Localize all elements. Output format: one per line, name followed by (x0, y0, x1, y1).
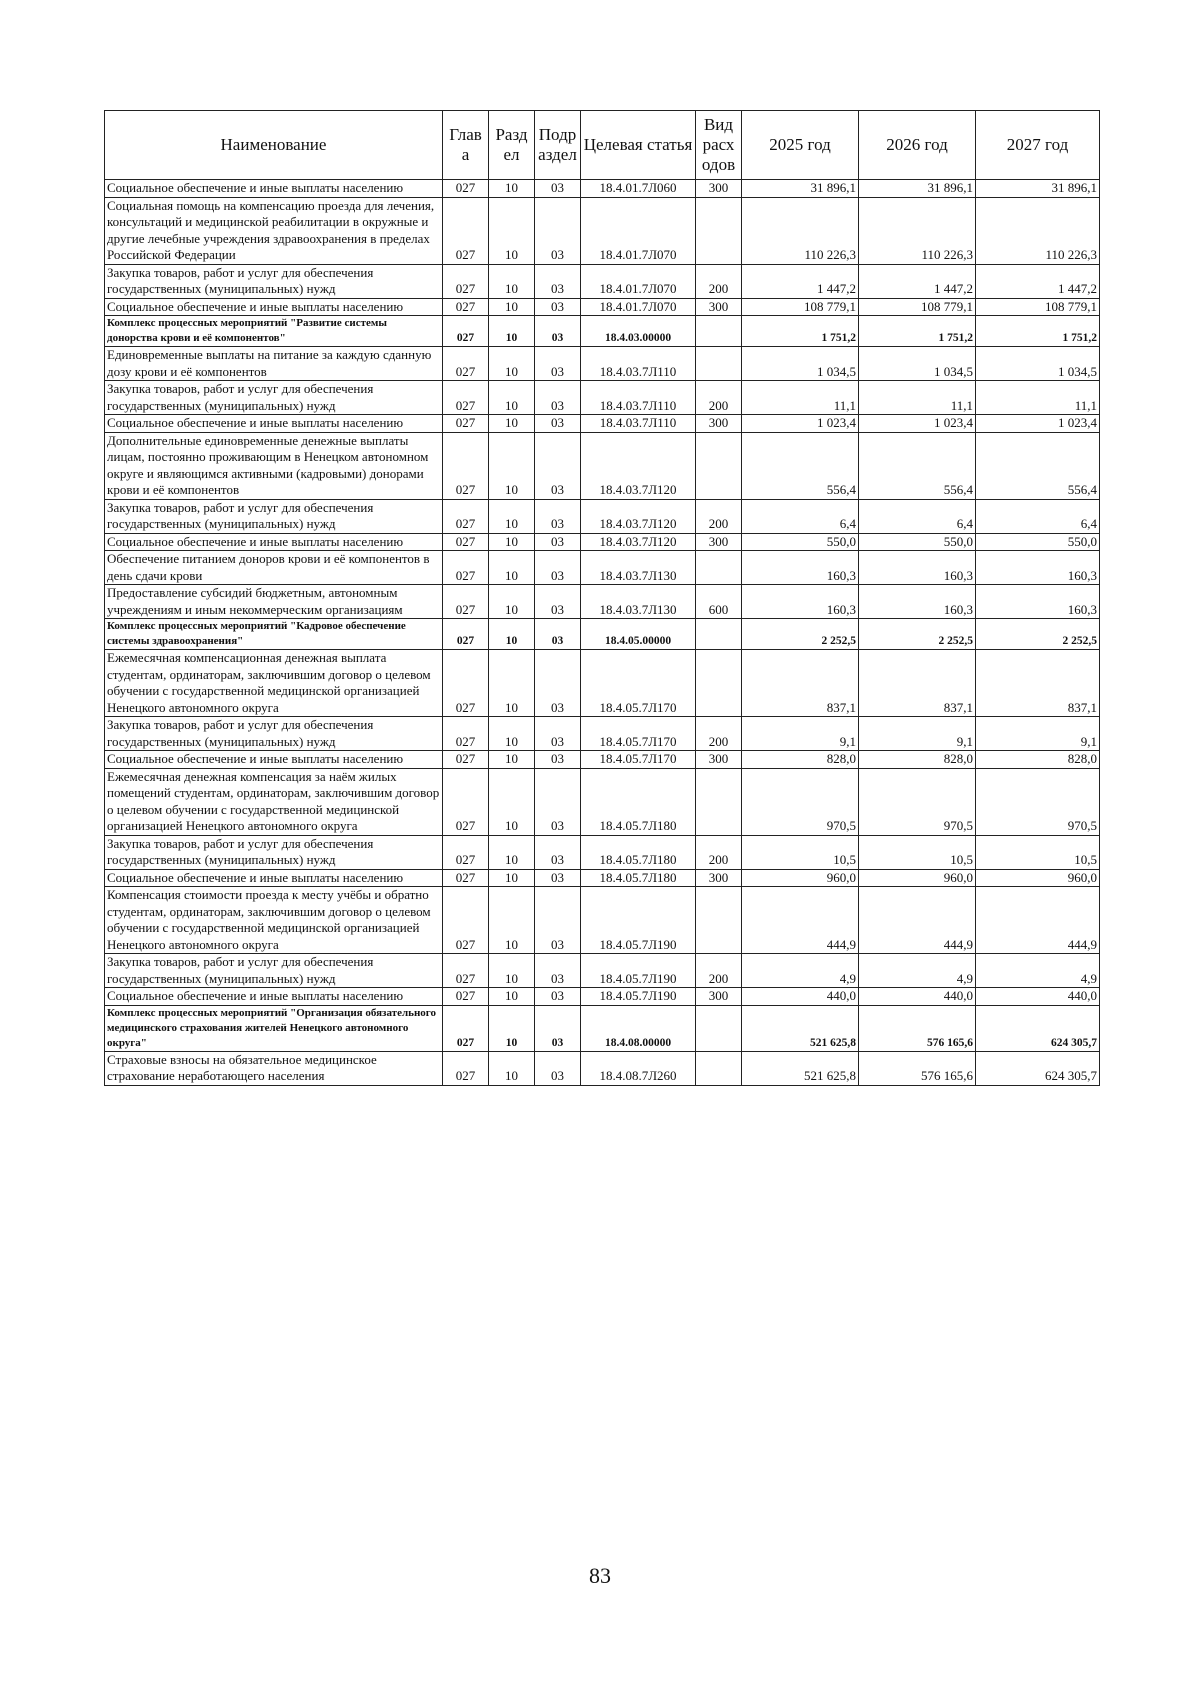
cell-amount-2027: 444,9 (976, 887, 1100, 954)
cell-amount-2025: 550,0 (742, 533, 859, 551)
cell-amount-2027: 1 751,2 (976, 316, 1100, 347)
cell-target-article: 18.4.05.7Л180 (581, 869, 696, 887)
cell-target-article: 18.4.05.00000 (581, 619, 696, 650)
table-row (105, 887, 1100, 954)
cell-chapter: 027 (443, 954, 489, 988)
cell-target-article: 18.4.05.7Л180 (581, 768, 696, 835)
cell-name: Социальное обеспечение и иные выплаты населению (105, 869, 443, 887)
cell-amount-2026: 108 779,1 (859, 298, 976, 316)
cell-expense-type: 300 (696, 533, 742, 551)
cell-amount-2025: 1 034,5 (742, 347, 859, 381)
cell-section: 10 (489, 264, 535, 298)
cell-name: Социальное обеспечение и иные выплаты населению (105, 533, 443, 551)
cell-name: Закупка товаров, работ и услуг для обеспечения государственных (муниципальных) нужд (105, 381, 443, 415)
cell-subsection: 03 (535, 954, 581, 988)
header-name: Наименование (105, 111, 443, 180)
cell-amount-2027: 440,0 (976, 988, 1100, 1006)
cell-target-article: 18.4.03.7Л110 (581, 415, 696, 433)
cell-amount-2026: 970,5 (859, 768, 976, 835)
cell-amount-2027: 2 252,5 (976, 619, 1100, 650)
cell-expense-type: 200 (696, 835, 742, 869)
cell-chapter: 027 (443, 751, 489, 769)
cell-section: 10 (489, 619, 535, 650)
cell-amount-2026: 576 165,6 (859, 1051, 976, 1085)
cell-expense-type: 300 (696, 415, 742, 433)
cell-amount-2027: 10,5 (976, 835, 1100, 869)
cell-subsection: 03 (535, 768, 581, 835)
cell-target-article: 18.4.08.7Л260 (581, 1051, 696, 1085)
cell-name: Закупка товаров, работ и услуг для обеспечения государственных (муниципальных) нужд (105, 717, 443, 751)
cell-amount-2026: 1 023,4 (859, 415, 976, 433)
cell-target-article: 18.4.03.00000 (581, 316, 696, 347)
cell-name: Социальное обеспечение и иные выплаты населению (105, 751, 443, 769)
cell-chapter: 027 (443, 499, 489, 533)
cell-name: Ежемесячная компенсационная денежная выплата студентам, ординаторам, заключившим договор о целевом обучении с государственной медицинской организацией Ненецкого автономного округа (105, 650, 443, 717)
cell-subsection: 03 (535, 619, 581, 650)
cell-chapter: 027 (443, 180, 489, 198)
cell-amount-2027: 9,1 (976, 717, 1100, 751)
table-row (105, 954, 1100, 988)
cell-section: 10 (489, 551, 535, 585)
cell-expense-type: 300 (696, 988, 742, 1006)
cell-subsection: 03 (535, 298, 581, 316)
table-row (105, 415, 1100, 433)
cell-section: 10 (489, 316, 535, 347)
cell-section: 10 (489, 499, 535, 533)
cell-amount-2027: 1 034,5 (976, 347, 1100, 381)
cell-chapter: 027 (443, 768, 489, 835)
cell-expense-type (696, 619, 742, 650)
table-row (105, 298, 1100, 316)
cell-subsection: 03 (535, 533, 581, 551)
cell-expense-type (696, 432, 742, 499)
cell-section: 10 (489, 835, 535, 869)
cell-amount-2027: 960,0 (976, 869, 1100, 887)
cell-chapter: 027 (443, 551, 489, 585)
table-row (105, 316, 1100, 347)
cell-name: Комплекс процессных мероприятий "Кадровое обеспечение системы здравоохранения" (105, 619, 443, 650)
table-row (105, 869, 1100, 887)
cell-section: 10 (489, 1051, 535, 1085)
cell-section: 10 (489, 717, 535, 751)
cell-amount-2025: 31 896,1 (742, 180, 859, 198)
cell-chapter: 027 (443, 316, 489, 347)
table-row (105, 585, 1100, 619)
cell-amount-2027: 828,0 (976, 751, 1100, 769)
cell-amount-2025: 108 779,1 (742, 298, 859, 316)
cell-target-article: 18.4.05.7Л170 (581, 751, 696, 769)
cell-name: Закупка товаров, работ и услуг для обеспечения государственных (муниципальных) нужд (105, 499, 443, 533)
cell-name: Социальное обеспечение и иные выплаты населению (105, 180, 443, 198)
header-section: Разд ел (489, 111, 535, 180)
cell-amount-2026: 1 447,2 (859, 264, 976, 298)
cell-amount-2027: 837,1 (976, 650, 1100, 717)
cell-amount-2025: 6,4 (742, 499, 859, 533)
cell-target-article: 18.4.01.7Л070 (581, 264, 696, 298)
cell-subsection: 03 (535, 551, 581, 585)
cell-target-article: 18.4.05.7Л190 (581, 887, 696, 954)
cell-amount-2026: 837,1 (859, 650, 976, 717)
cell-amount-2025: 828,0 (742, 751, 859, 769)
table-row (105, 650, 1100, 717)
table-row (105, 1051, 1100, 1085)
cell-name: Комплекс процессных мероприятий "Развитие системы донорства крови и её компонентов" (105, 316, 443, 347)
cell-amount-2025: 10,5 (742, 835, 859, 869)
cell-section: 10 (489, 887, 535, 954)
cell-expense-type (696, 1005, 742, 1051)
cell-target-article: 18.4.05.7Л170 (581, 650, 696, 717)
cell-name: Ежемесячная денежная компенсация за наём жилых помещений студентам, ординаторам, заключившим договор о целевом обучении с государственной медицинской организацией Ненецкого автономного округа (105, 768, 443, 835)
cell-subsection: 03 (535, 887, 581, 954)
cell-amount-2026: 1 751,2 (859, 316, 976, 347)
cell-subsection: 03 (535, 415, 581, 433)
cell-chapter: 027 (443, 650, 489, 717)
cell-target-article: 18.4.01.7Л060 (581, 180, 696, 198)
table-row (105, 197, 1100, 264)
cell-amount-2026: 6,4 (859, 499, 976, 533)
cell-amount-2027: 970,5 (976, 768, 1100, 835)
cell-amount-2027: 1 447,2 (976, 264, 1100, 298)
cell-amount-2027: 108 779,1 (976, 298, 1100, 316)
cell-amount-2027: 1 023,4 (976, 415, 1100, 433)
cell-amount-2026: 550,0 (859, 533, 976, 551)
cell-amount-2026: 110 226,3 (859, 197, 976, 264)
cell-expense-type (696, 1051, 742, 1085)
cell-section: 10 (489, 650, 535, 717)
table-row (105, 751, 1100, 769)
header-year-2027: 2027 год (976, 111, 1100, 180)
cell-expense-type (696, 197, 742, 264)
cell-subsection: 03 (535, 347, 581, 381)
cell-section: 10 (489, 180, 535, 198)
cell-amount-2026: 960,0 (859, 869, 976, 887)
cell-expense-type: 300 (696, 298, 742, 316)
cell-subsection: 03 (535, 1005, 581, 1051)
cell-amount-2025: 1 751,2 (742, 316, 859, 347)
cell-section: 10 (489, 751, 535, 769)
cell-chapter: 027 (443, 533, 489, 551)
cell-amount-2026: 4,9 (859, 954, 976, 988)
cell-section: 10 (489, 347, 535, 381)
cell-target-article: 18.4.03.7Л130 (581, 551, 696, 585)
cell-expense-type: 200 (696, 264, 742, 298)
cell-amount-2027: 4,9 (976, 954, 1100, 988)
cell-name: Социальное обеспечение и иные выплаты населению (105, 298, 443, 316)
header-expense-type: Вид расх одов (696, 111, 742, 180)
table-row (105, 347, 1100, 381)
cell-amount-2026: 444,9 (859, 887, 976, 954)
table-body (105, 180, 1100, 1086)
cell-chapter: 027 (443, 432, 489, 499)
cell-section: 10 (489, 954, 535, 988)
cell-amount-2027: 160,3 (976, 551, 1100, 585)
cell-amount-2025: 970,5 (742, 768, 859, 835)
cell-chapter: 027 (443, 381, 489, 415)
table-row (105, 533, 1100, 551)
cell-name: Социальное обеспечение и иные выплаты населению (105, 988, 443, 1006)
cell-chapter: 027 (443, 717, 489, 751)
cell-amount-2026: 10,5 (859, 835, 976, 869)
cell-chapter: 027 (443, 887, 489, 954)
cell-expense-type: 200 (696, 499, 742, 533)
cell-name: Страховые взносы на обязательное медицинское страхование неработающего населения (105, 1051, 443, 1085)
cell-expense-type: 600 (696, 585, 742, 619)
cell-amount-2026: 828,0 (859, 751, 976, 769)
cell-subsection: 03 (535, 751, 581, 769)
cell-chapter: 027 (443, 988, 489, 1006)
cell-amount-2025: 1 447,2 (742, 264, 859, 298)
cell-amount-2025: 1 023,4 (742, 415, 859, 433)
cell-amount-2025: 11,1 (742, 381, 859, 415)
cell-target-article: 18.4.03.7Л110 (581, 381, 696, 415)
cell-amount-2025: 440,0 (742, 988, 859, 1006)
table-row (105, 1005, 1100, 1051)
cell-target-article: 18.4.05.7Л170 (581, 717, 696, 751)
cell-target-article: 18.4.05.7Л190 (581, 954, 696, 988)
cell-target-article: 18.4.03.7Л110 (581, 347, 696, 381)
cell-chapter: 027 (443, 835, 489, 869)
cell-expense-type: 200 (696, 381, 742, 415)
cell-amount-2025: 521 625,8 (742, 1051, 859, 1085)
table-row (105, 180, 1100, 198)
cell-expense-type: 200 (696, 717, 742, 751)
cell-expense-type (696, 768, 742, 835)
cell-chapter: 027 (443, 298, 489, 316)
cell-amount-2025: 556,4 (742, 432, 859, 499)
cell-expense-type: 300 (696, 869, 742, 887)
cell-chapter: 027 (443, 197, 489, 264)
cell-target-article: 18.4.03.7Л120 (581, 499, 696, 533)
cell-expense-type (696, 347, 742, 381)
cell-amount-2025: 110 226,3 (742, 197, 859, 264)
cell-amount-2025: 521 625,8 (742, 1005, 859, 1051)
cell-subsection: 03 (535, 835, 581, 869)
cell-target-article: 18.4.03.7Л130 (581, 585, 696, 619)
cell-name: Обеспечение питанием доноров крови и её компонентов в день сдачи крови (105, 551, 443, 585)
table-row (105, 835, 1100, 869)
cell-amount-2027: 6,4 (976, 499, 1100, 533)
cell-name: Закупка товаров, работ и услуг для обеспечения государственных (муниципальных) нужд (105, 954, 443, 988)
table-row (105, 768, 1100, 835)
cell-subsection: 03 (535, 869, 581, 887)
cell-chapter: 027 (443, 869, 489, 887)
header-year-2025: 2025 год (742, 111, 859, 180)
cell-expense-type: 300 (696, 180, 742, 198)
cell-target-article: 18.4.08.00000 (581, 1005, 696, 1051)
cell-subsection: 03 (535, 1051, 581, 1085)
cell-amount-2027: 624 305,7 (976, 1005, 1100, 1051)
table-row (105, 499, 1100, 533)
cell-amount-2025: 444,9 (742, 887, 859, 954)
cell-amount-2026: 576 165,6 (859, 1005, 976, 1051)
cell-name: Закупка товаров, работ и услуг для обеспечения государственных (муниципальных) нужд (105, 264, 443, 298)
cell-section: 10 (489, 533, 535, 551)
cell-section: 10 (489, 197, 535, 264)
table-row (105, 619, 1100, 650)
cell-amount-2027: 556,4 (976, 432, 1100, 499)
cell-amount-2027: 11,1 (976, 381, 1100, 415)
cell-amount-2026: 556,4 (859, 432, 976, 499)
cell-expense-type (696, 316, 742, 347)
table-row (105, 432, 1100, 499)
cell-amount-2027: 550,0 (976, 533, 1100, 551)
cell-amount-2025: 837,1 (742, 650, 859, 717)
cell-name: Единовременные выплаты на питание за каждую сданную дозу крови и её компонентов (105, 347, 443, 381)
cell-amount-2026: 440,0 (859, 988, 976, 1006)
cell-section: 10 (489, 381, 535, 415)
cell-subsection: 03 (535, 650, 581, 717)
cell-chapter: 027 (443, 415, 489, 433)
cell-expense-type (696, 650, 742, 717)
cell-amount-2025: 160,3 (742, 585, 859, 619)
cell-amount-2025: 2 252,5 (742, 619, 859, 650)
cell-amount-2027: 624 305,7 (976, 1051, 1100, 1085)
cell-amount-2025: 960,0 (742, 869, 859, 887)
table-header-row (105, 111, 1100, 180)
cell-name: Социальное обеспечение и иные выплаты населению (105, 415, 443, 433)
cell-subsection: 03 (535, 432, 581, 499)
cell-section: 10 (489, 869, 535, 887)
cell-section: 10 (489, 415, 535, 433)
cell-subsection: 03 (535, 499, 581, 533)
table-row (105, 988, 1100, 1006)
cell-subsection: 03 (535, 264, 581, 298)
cell-name: Закупка товаров, работ и услуг для обеспечения государственных (муниципальных) нужд (105, 835, 443, 869)
cell-chapter: 027 (443, 1005, 489, 1051)
header-year-2026: 2026 год (859, 111, 976, 180)
cell-amount-2025: 4,9 (742, 954, 859, 988)
cell-name: Предоставление субсидий бюджетным, автономным учреждениям и иным некоммерческим организациям (105, 585, 443, 619)
cell-target-article: 18.4.05.7Л180 (581, 835, 696, 869)
cell-amount-2027: 110 226,3 (976, 197, 1100, 264)
table-row (105, 717, 1100, 751)
cell-amount-2026: 11,1 (859, 381, 976, 415)
cell-amount-2025: 9,1 (742, 717, 859, 751)
cell-amount-2027: 31 896,1 (976, 180, 1100, 198)
cell-chapter: 027 (443, 585, 489, 619)
cell-chapter: 027 (443, 1051, 489, 1085)
cell-amount-2027: 160,3 (976, 585, 1100, 619)
table-row (105, 264, 1100, 298)
cell-expense-type (696, 887, 742, 954)
cell-section: 10 (489, 988, 535, 1006)
cell-section: 10 (489, 298, 535, 316)
cell-amount-2026: 1 034,5 (859, 347, 976, 381)
cell-amount-2026: 160,3 (859, 551, 976, 585)
cell-amount-2026: 2 252,5 (859, 619, 976, 650)
cell-target-article: 18.4.01.7Л070 (581, 197, 696, 264)
cell-expense-type: 300 (696, 751, 742, 769)
cell-section: 10 (489, 432, 535, 499)
cell-name: Компенсация стоимости проезда к месту учёбы и обратно студентам, ординаторам, заключившим договор о целевом обучении с государственной медицинской организацией Ненецкого автономного округа (105, 887, 443, 954)
cell-amount-2026: 160,3 (859, 585, 976, 619)
header-subsection: Подр аздел (535, 111, 581, 180)
header-chapter: Глав а (443, 111, 489, 180)
cell-subsection: 03 (535, 988, 581, 1006)
cell-name: Социальная помощь на компенсацию проезда для лечения, консультаций и медицинской реабилитации в окружные и другие лечебные учреждения здравоохранения в пределах Российской Федерации (105, 197, 443, 264)
cell-target-article: 18.4.03.7Л120 (581, 432, 696, 499)
cell-subsection: 03 (535, 717, 581, 751)
table-row (105, 381, 1100, 415)
cell-target-article: 18.4.01.7Л070 (581, 298, 696, 316)
cell-section: 10 (489, 768, 535, 835)
cell-name: Дополнительные единовременные денежные выплаты лицам, постоянно проживающим в Ненецком автономном округе и являющимся активными (кадровыми) донорами крови и её компонентов (105, 432, 443, 499)
cell-target-article: 18.4.03.7Л120 (581, 533, 696, 551)
cell-expense-type: 200 (696, 954, 742, 988)
cell-section: 10 (489, 585, 535, 619)
cell-name: Комплекс процессных мероприятий "Организация обязательного медицинского страхования жителей Ненецкого автономного округа" (105, 1005, 443, 1051)
cell-amount-2026: 31 896,1 (859, 180, 976, 198)
header-target-article: Целевая статья (581, 111, 696, 180)
cell-subsection: 03 (535, 180, 581, 198)
cell-subsection: 03 (535, 197, 581, 264)
page-number: 83 (589, 1563, 611, 1588)
cell-expense-type (696, 551, 742, 585)
table-row (105, 551, 1100, 585)
cell-chapter: 027 (443, 619, 489, 650)
cell-subsection: 03 (535, 316, 581, 347)
cell-target-article: 18.4.05.7Л190 (581, 988, 696, 1006)
cell-section: 10 (489, 1005, 535, 1051)
cell-amount-2025: 160,3 (742, 551, 859, 585)
cell-amount-2026: 9,1 (859, 717, 976, 751)
cell-chapter: 027 (443, 264, 489, 298)
cell-chapter: 027 (443, 347, 489, 381)
cell-subsection: 03 (535, 585, 581, 619)
cell-subsection: 03 (535, 381, 581, 415)
budget-table (104, 110, 1100, 1086)
